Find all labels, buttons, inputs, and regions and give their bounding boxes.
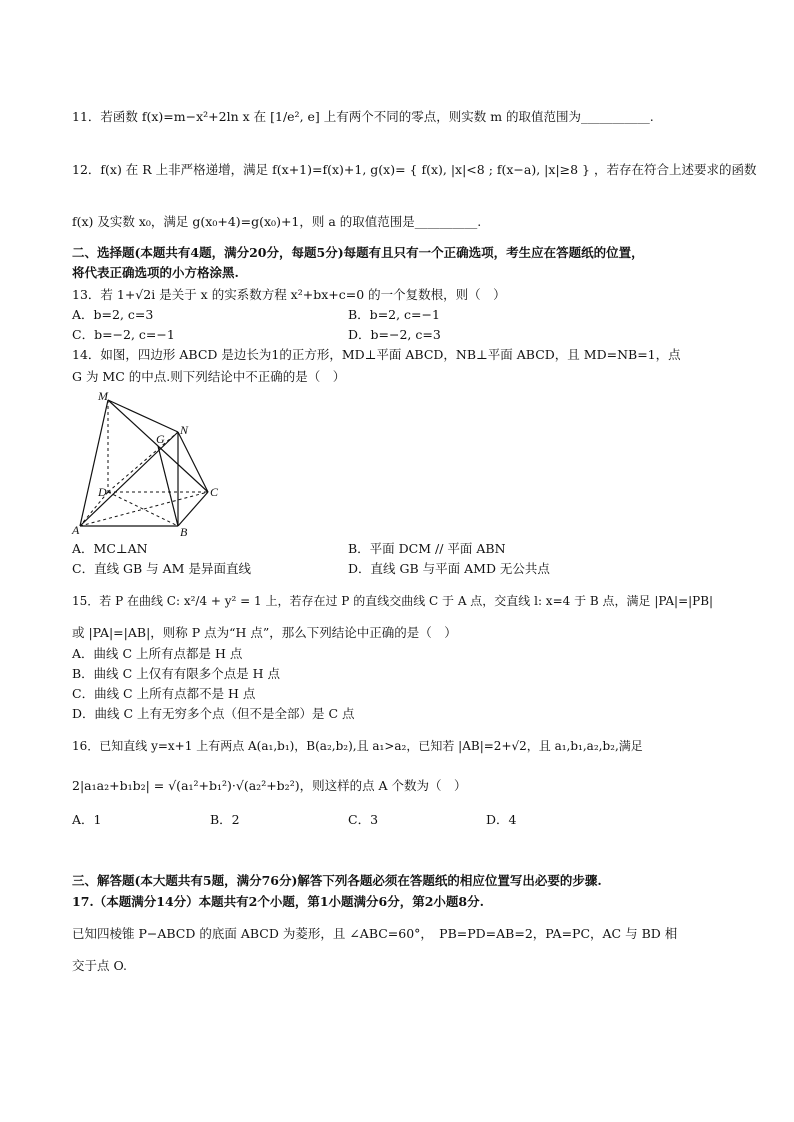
q12-line2: f(x) 及实数 x₀，满足 g(x₀+4)=g(x₀)+1，则 a 的取值范围是__________. (72, 214, 482, 229)
q14-line2: G 为 MC 的中点.则下列结论中不正确的是（ ） (72, 369, 346, 384)
q16-option-b: B．2 (210, 812, 240, 827)
q14-option-c: C．直线 GB 与 AM 是异面直线 (72, 561, 251, 576)
q15-option-a: A．曲线 C 上所有点都是 H 点 (72, 646, 243, 661)
fig-label-d: D (98, 485, 107, 499)
q17-line2: 交于点 O. (72, 958, 127, 973)
q13-stem: 13．若 1+√2i 是关于 x 的实系数方程 x²+bx+c=0 的一个复数根，则（ ） (72, 287, 506, 302)
fig-label-m: M (98, 389, 108, 403)
q14-option-a: A．MC⊥AN (72, 541, 148, 556)
fig-label-a: A (72, 523, 80, 537)
q12-line1: 12．f(x) 在 R 上非严格递增，满足 f(x+1)=f(x)+1, g(x)= { f(x), |x|<8 ; f(x−a), |x|≥8 } ，若存在符合上述要求的函数 (72, 162, 757, 177)
q16-option-c: C．3 (348, 812, 379, 827)
q13-option-b: B．b=2, c=−1 (348, 307, 440, 322)
fig-label-g: G (156, 432, 165, 446)
q14-figure (70, 388, 230, 538)
q13-option-c: C．b=−2, c=−1 (72, 327, 175, 342)
q16-option-a: A．1 (72, 812, 102, 827)
q13-option-a: A．b=2, c=3 (72, 307, 154, 322)
q14-option-b: B．平面 DCM // 平面 ABN (348, 541, 506, 556)
q11-text: 11．若函数 f(x)=m−x²+2ln x 在 [1/e², e] 上有两个不同的零点，则实数 m 的取值范围为___________. (72, 109, 654, 124)
section2-heading-line2: 将代表正确选项的小方格涂黑. (72, 265, 239, 280)
section2-heading-line1: 二、选择题(本题共有4题，满分20分，每题5分)每题有且只有一个正确选项，考生应在答题纸的位置， (72, 245, 644, 260)
fig-label-b: B (180, 525, 188, 538)
q16-line1: 16．已知直线 y=x+1 上有两点 A(a₁,b₁)，B(a₂,b₂),且 a₁>a₂，已知若 |AB|=2+√2，且 a₁,b₁,a₂,b₂,满足 (72, 739, 643, 753)
q15-option-b: B．曲线 C 上仅有有限多个点是 H 点 (72, 666, 281, 681)
q15-line1: 15．若 P 在曲线 C: x²/4 + y² = 1 上，若存在过 P 的直线交曲线 C 于 A 点，交直线 l: x=4 于 B 点，满足 |PA|=|PB| (72, 594, 714, 608)
q14-option-d: D．直线 GB 与平面 AMD 无公共点 (348, 561, 550, 576)
q14-line1: 14．如图，四边形 ABCD 是边长为1的正方形，MD⊥平面 ABCD，NB⊥平面 ABCD，且 MD=NB=1，点 (72, 347, 681, 362)
fig-label-c: C (210, 485, 219, 499)
q17-line1: 已知四棱锥 P−ABCD 的底面 ABCD 为菱形，且 ∠ABC=60°， PB=PD=AB=2，PA=PC，AC 与 BD 相 (72, 926, 678, 941)
q15-option-c: C．曲线 C 上所有点都不是 H 点 (72, 686, 256, 701)
q13-option-d: D．b=−2, c=3 (348, 327, 441, 342)
q15-line2: 或 |PA|=|AB|，则称 P 点为“H 点”，那么下列结论中正确的是（ ） (72, 625, 457, 640)
section3-heading: 三、解答题(本大题共有5题，满分76分)解答下列各题必须在答题纸的相应位置写出必要的步骤. (72, 873, 602, 888)
q16-option-d: D．4 (486, 812, 517, 827)
q17-header: 17.（本题满分14分）本题共有2个小题，第1小题满分6分，第2小题8分. (72, 894, 484, 909)
q15-option-d: D．曲线 C 上有无穷多个点（但不是全部）是 C 点 (72, 706, 355, 721)
q16-line2: 2|a₁a₂+b₁b₂| = √(a₁²+b₁²)·√(a₂²+b₂²)，则这样的点 A 个数为（ ） (72, 778, 467, 793)
fig-label-n: N (180, 423, 189, 437)
